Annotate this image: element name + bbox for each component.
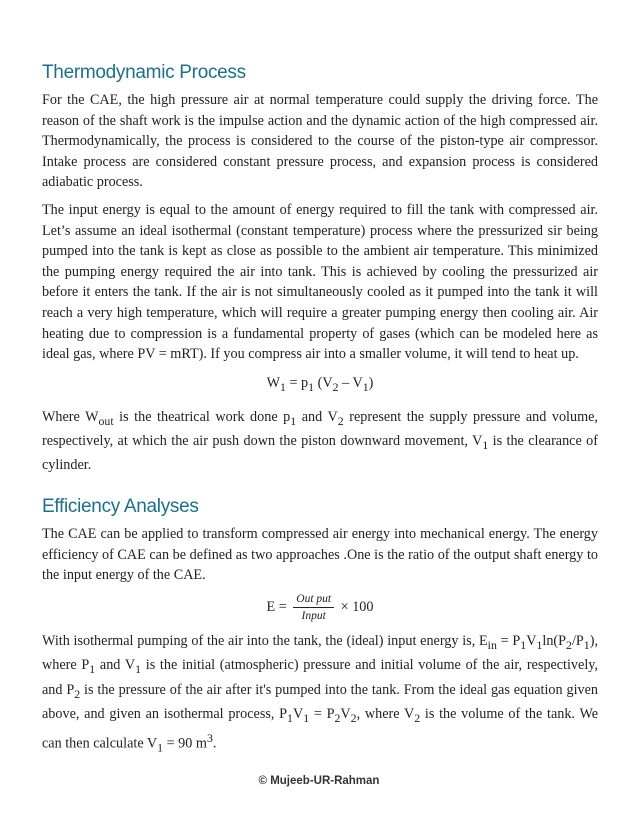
paragraph: For the CAE, the high pressure air at normal temperature could supply the driving force. The reason of the shaft work is the impulse action and the dynamic action of the high compressed air. Thermodynamically, the process is considered to the course of the piston-type air compressor. Intake process are considered constant pressure process, and expansion process is considered adiabatic process.	[42, 92, 598, 191]
paragraph: With isothermal pumping of the air into the tank, the (ideal) input energy is, $E_{in} = P_1V_1\ln(P_2/P_1)$, where $P_1$ and $V_1$ is the initial (atmospheric) pressure and initial volume of the air, respectively, and $P_2$ is the pressure of the air after it's pumped into the tank. From the ideal gas equation given above, and given an isothermal process, $P_1V_1 = P_2V_2$, where $V_2$ is the volume of the tank. We can then calculate $V_1 = 90$ $m^3$.	[42, 632, 598, 756]
section-heading-efficiency: Efficiency Analyses	[42, 495, 199, 517]
efficiency-equation: E = $\frac{\text{Out put}}{\text{Input}}$ × 100	[266, 592, 374, 622]
paragraph: The input energy is equal to the amount of energy required to fill the tank with compressed air. Let’s assume an ideal isothermal (constant temperature) process where the pressurized sir being pumped into the tank is kept as close as possible to the ambient air temperature. This minimized the pumping energy required the air into tank. This is achieved by cooling the pressurized air before it enters the tank. If the air is not simultaneously cooled as it pumped into the tank it will reach a very high temperature, which will require a greater pumping energy then cooling air. Air heating due to compression is a fundamental property of gases (which can be modeled here as ideal gas, where PV = mRT). If you compress air into a smaller volume, it will tend to heat up.	[42, 201, 598, 363]
work-equation: $W_1 = p_1$ $(V_2 - V_1)$	[266, 374, 374, 394]
paragraph: The CAE can be applied to transform compressed air energy into mechanical energy. The energy efficiency of CAE can be defined as two approaches .One is the ratio of the output shaft energy to the input energy of the CAE.	[42, 525, 598, 584]
section-heading-thermodynamic: Thermodynamic Process	[42, 62, 246, 83]
document-page	[42, 62, 598, 759]
fraction: $\frac{\text{Out put}}{\text{Input}}$	[293, 592, 334, 623]
paragraph: Where $W_{out}$ is the theatrical work done $p_1$ and $V_2$ represent the supply pressure and volume, respectively, at which the air push down the piston downward movement, $V_1$ is the clearance of cylinder.	[42, 408, 598, 474]
footer-copyright: © Mujeeb-UR-Rahman	[258, 775, 380, 787]
